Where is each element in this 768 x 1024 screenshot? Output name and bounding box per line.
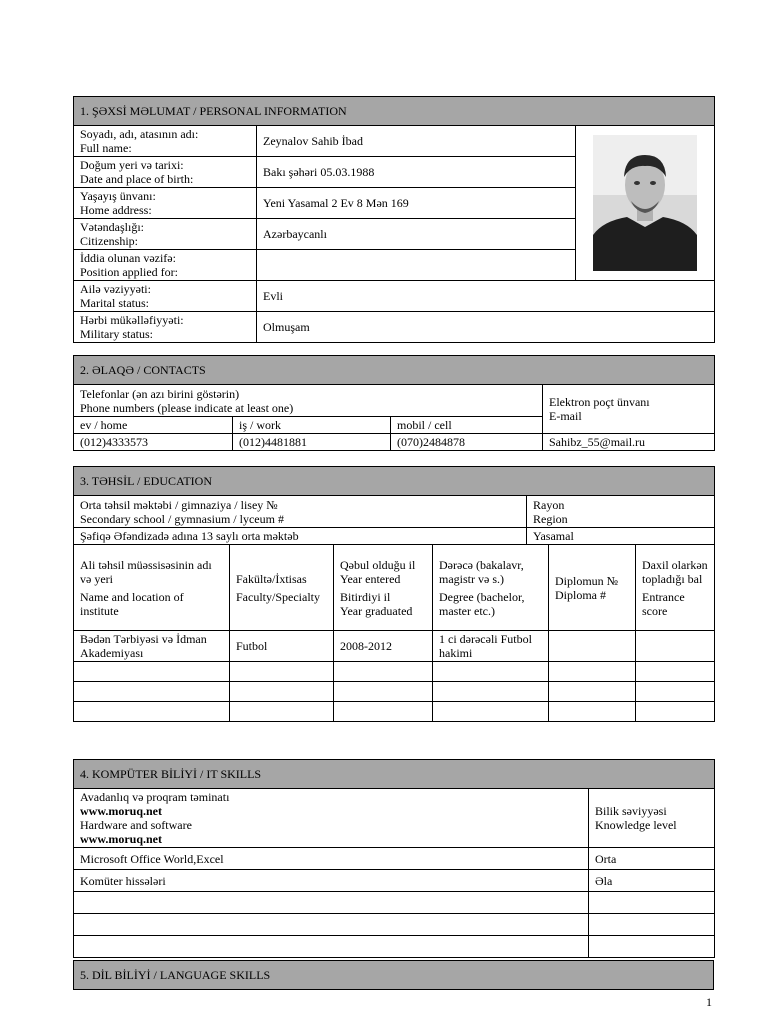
edu-empty-cell[interactable] [549,702,636,722]
edu-empty-cell[interactable] [334,682,433,702]
edu-empty-cell[interactable] [636,682,715,702]
section-header-contacts: 2. ƏLAQƏ / CONTACTS [74,356,715,385]
phones-label: Telefonlar (ən azı birini göstərin) Phone numbers (please indicate at least one) [74,385,543,417]
label-citizenship: Vətəndaşlığı: Citizenship: [74,219,257,250]
it-skill-value[interactable]: Microsoft Office World,Excel [74,848,589,870]
language-skills-table [73,960,714,990]
it-empty-cell[interactable] [74,936,589,958]
it-empty-cell[interactable] [74,892,589,914]
edu-empty-cell[interactable] [636,662,715,682]
section-header-language: 5. DİL BİLİYİ / LANGUAGE SKILLS [74,961,714,990]
col-degree: Dərəcə (bakalavr, magistr və s.) Degree (bachelor, master etc.) [433,545,549,631]
edu-empty-cell[interactable] [74,662,230,682]
it-skill-value[interactable]: Komüter hissələri [74,870,589,892]
email-value[interactable]: Sahibz_55@mail.ru [543,434,715,451]
edu-empty-cell[interactable] [334,662,433,682]
edu-empty-cell[interactable] [433,702,549,722]
value-citizenship[interactable]: Azərbaycanlı [257,219,576,250]
label-position: İddia olunan vəzifə: Position applied for: [74,250,257,281]
col-home-phone: ev / home [74,417,233,434]
school-label: Orta təhsil məktəbi / gimnaziya / lisey № Secondary school / gymnasium / lyceum # [74,496,527,528]
value-military[interactable]: Olmuşam [257,312,715,343]
region-label: Rayon Region [527,496,715,528]
edu-empty-cell[interactable] [549,682,636,702]
it-empty-cell[interactable] [589,892,715,914]
edu-faculty-value[interactable]: Futbol [230,631,334,662]
it-empty-cell[interactable] [589,914,715,936]
section-header-it: 4. KOMPÜTER BİLİYİ / IT SKILLS [74,760,715,789]
edu-empty-cell[interactable] [74,702,230,722]
col-institution: Ali təhsil müəssisəsinin adı və yeri Name and location of institute [74,545,230,631]
col-work-phone: iş / work [233,417,391,434]
value-birth[interactable]: Bakı şəhəri 05.03.1988 [257,157,576,188]
edu-empty-cell[interactable] [230,702,334,722]
work-phone-value[interactable]: (012)4481881 [233,434,391,451]
label-military: Hərbi mükəlləfiyyəti: Military status: [74,312,257,343]
applicant-photo [593,135,697,271]
value-marital[interactable]: Evli [257,281,715,312]
it-empty-cell[interactable] [74,914,589,936]
col-entrance-score: Daxil olarkən topladığı bal Entrance score [636,545,715,631]
edu-empty-cell[interactable] [433,662,549,682]
label-birth: Doğum yeri və tarixi: Date and place of birth: [74,157,257,188]
value-full-name[interactable]: Zeynalov Sahib İbad [257,126,576,157]
value-position[interactable] [257,250,576,281]
it-col-level: Bilik səviyyəsi Knowledge level [589,789,715,848]
edu-diploma-value[interactable] [549,631,636,662]
home-phone-value[interactable]: (012)4333573 [74,434,233,451]
it-level-value[interactable]: Orta [589,848,715,870]
edu-empty-cell[interactable] [636,702,715,722]
col-diploma: Diplomun № Diploma # [549,545,636,631]
school-value[interactable]: Şəfiqə Əfəndizadə adına 13 saylı orta məktəb [74,528,527,545]
edu-score-value[interactable] [636,631,715,662]
region-value[interactable]: Yasamal [527,528,715,545]
photo-cell [576,126,715,281]
mobile-phone-value[interactable]: (070)2484878 [391,434,543,451]
col-years: Qəbul olduğu il Year entered Bitirdiyi il Year graduated [334,545,433,631]
it-level-value[interactable]: Əla [589,870,715,892]
contacts-table [73,355,715,451]
section-header-personal: 1. ŞƏXSİ MƏLUMAT / PERSONAL INFORMATION [74,97,715,126]
edu-empty-cell[interactable] [549,662,636,682]
col-faculty: Fakültə/İxtisas Faculty/Specialty [230,545,334,631]
edu-empty-cell[interactable] [433,682,549,702]
edu-empty-cell[interactable] [230,682,334,702]
edu-years-value[interactable]: 2008-2012 [334,631,433,662]
section-header-education: 3. TƏHSİL / EDUCATION [74,467,715,496]
it-col-software: Avadanlıq və proqram təminatı www.moruq.net Hardware and software www.moruq.net [74,789,589,848]
edu-institution-value[interactable]: Bədən Tərbiyəsi və İdman Akademiyası [74,631,230,662]
personal-info-table [73,96,715,343]
edu-degree-value[interactable]: 1 ci dərəcəli Futbol hakimi [433,631,549,662]
education-table [73,466,715,722]
edu-empty-cell[interactable] [230,662,334,682]
it-skills-table [73,759,715,958]
value-address[interactable]: Yeni Yasamal 2 Ev 8 Mən 169 [257,188,576,219]
edu-empty-cell[interactable] [74,682,230,702]
label-address: Yaşayış ünvanı: Home address: [74,188,257,219]
email-label: Elektron poçt ünvanı E-mail [543,385,715,434]
col-mobile-phone: mobil / cell [391,417,543,434]
label-marital: Ailə vəziyyəti: Marital status: [74,281,257,312]
label-full-name: Soyadı, adı, atasının adı: Full name: [74,126,257,157]
it-empty-cell[interactable] [589,936,715,958]
page-number: 1 [706,995,712,1009]
edu-empty-cell[interactable] [334,702,433,722]
